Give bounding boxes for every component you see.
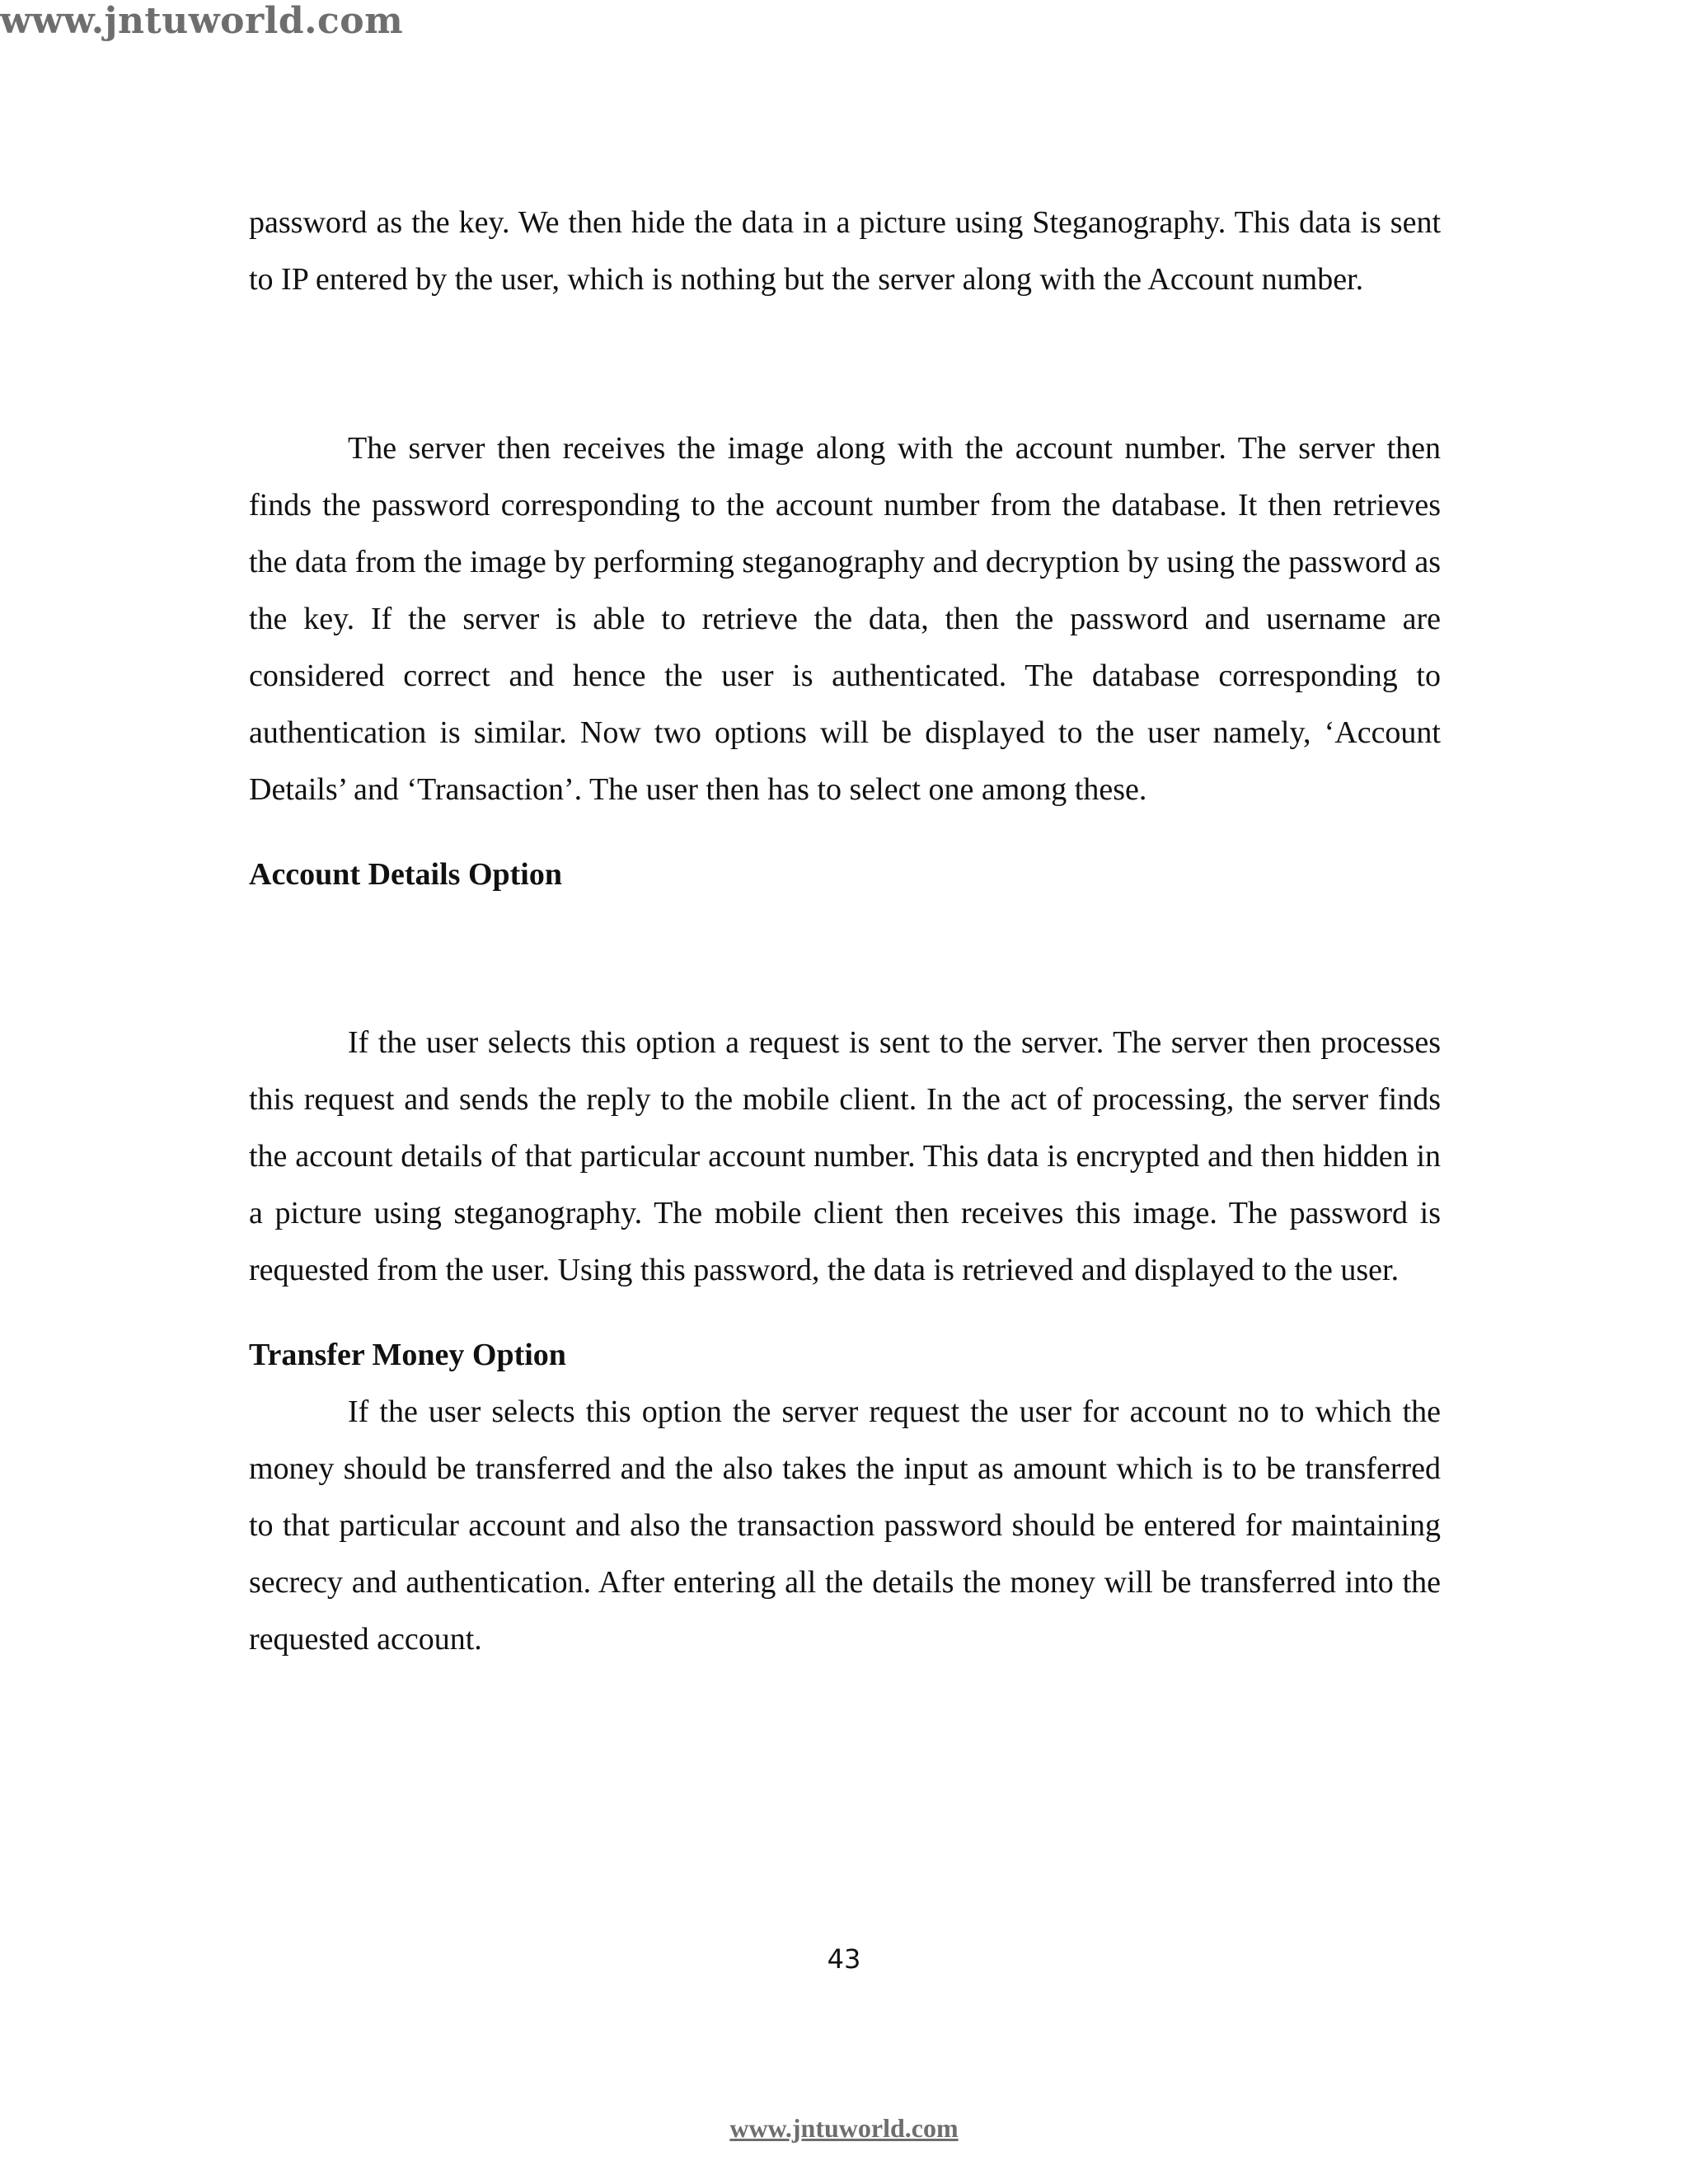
transfer-money-paragraph: If the user selects this option the server request the user for account no to which the money should be transferred and the also takes the input as amount which is to be transferred to that particular account and also the transaction password should be entered for maintaining secrecy and authentication. After entering all the details the money will be transferred into the requested account.	[249, 1394, 1441, 1657]
account-details-heading: Account Details Option	[249, 857, 562, 892]
section-spacer	[249, 1299, 1441, 1327]
section-spacer	[249, 818, 1441, 846]
account-details-paragraph: If the user selects this option a request is sent to the server. The server then processes this request and sends the reply to the mobile client. In the act of processing, the server finds the account details of that particular account number. This data is encrypted and then hidden in a picture using steganography. The mobile client then receives this image. The password is requested from the user. Using this password, the data is retrieved and displayed to the user.	[249, 1025, 1441, 1287]
document-body	[249, 194, 1441, 1668]
server-paragraph: The server then receives the image along with the account number. The server then finds the password corresponding to the account number from the database. It then retrieves the data from the image by performing steganography and decryption by using the password as the key. If the server is able to retrieve the data, then the password and username are considered correct and hence the user is authenticated. The database corresponding to authentication is similar. Now two options will be displayed to the user namely, ‘Account Details’ and ‘Transaction’. The user then has to select one among these.	[249, 431, 1441, 807]
transfer-money-heading: Transfer Money Option	[249, 1338, 566, 1372]
watermark-bottom: www.jntuworld.com	[729, 2113, 959, 2143]
section-spacer	[249, 903, 1441, 1015]
intro-paragraph: password as the key. We then hide the data in a picture using Steganography. This data is sent to IP entered by the user, which is nothing but the server along with the Account number.	[249, 205, 1441, 297]
watermark-top: www.jntuworld.com	[0, 0, 404, 42]
section-spacer	[249, 308, 1441, 420]
page-number: 43	[827, 1943, 861, 1975]
